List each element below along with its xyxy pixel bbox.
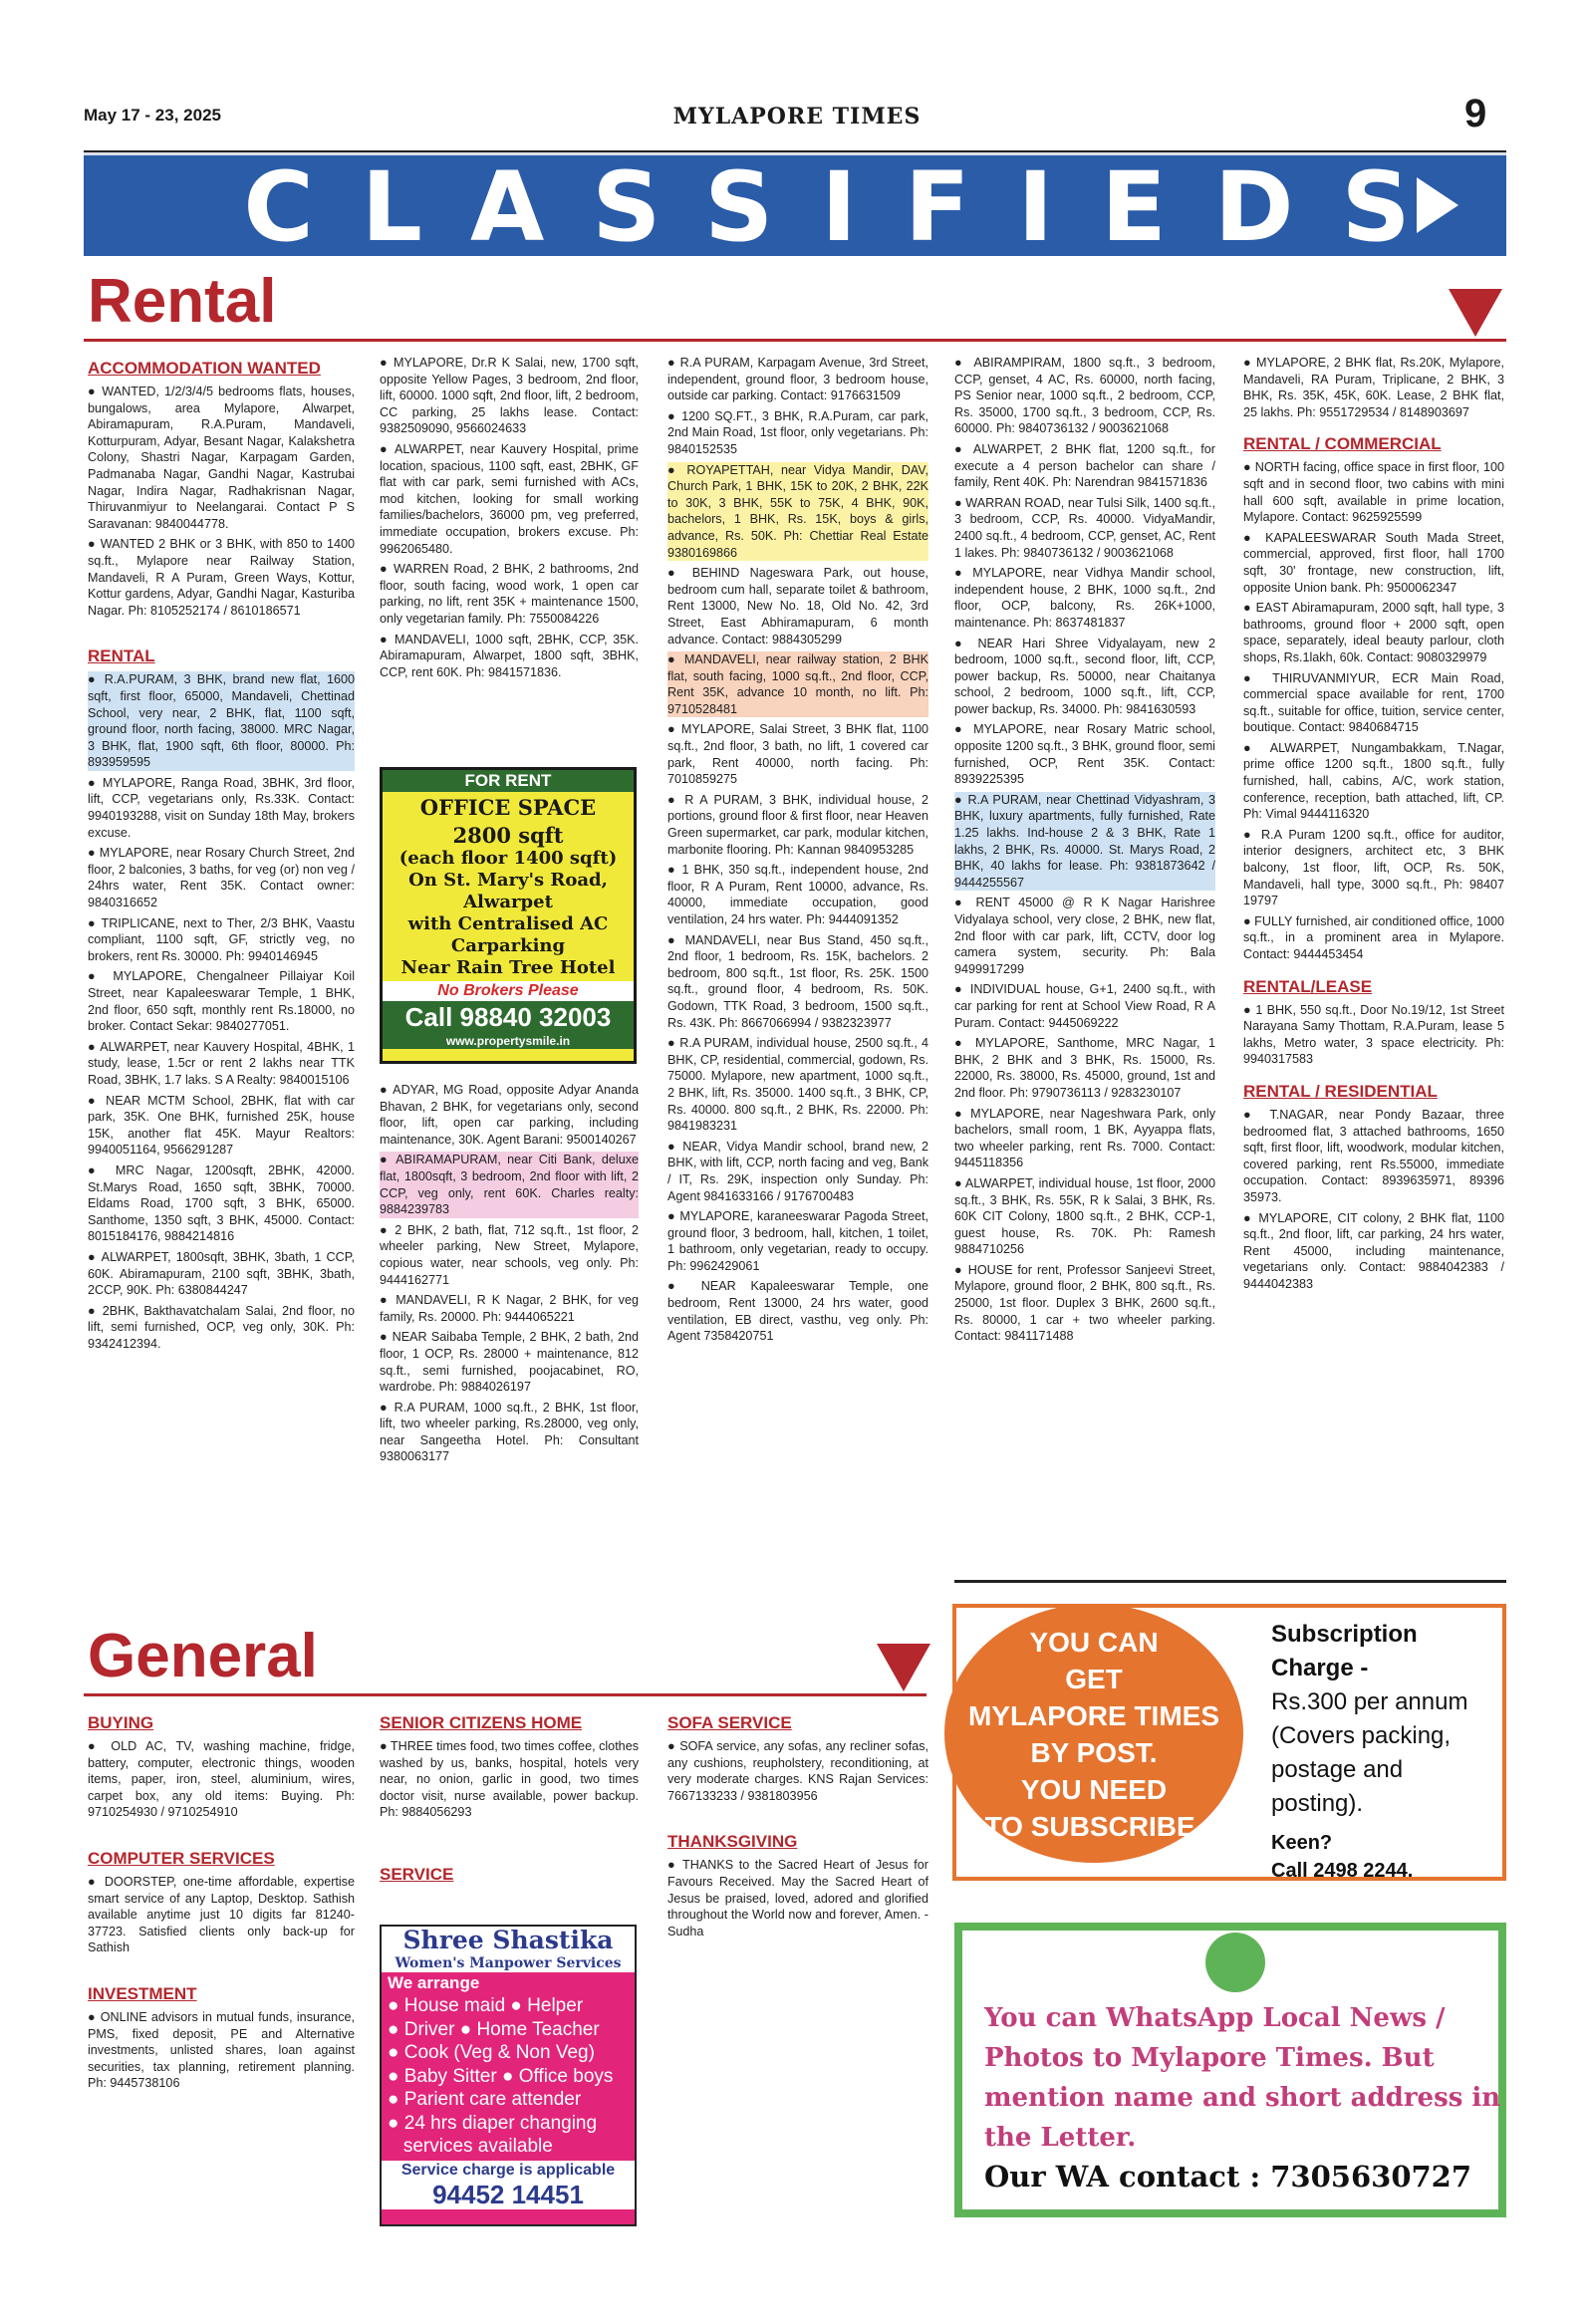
- listing: ● 2 BHK, 2 bath, flat, 712 sq.ft., 1st floor, 2 wheeler parking, New Street, Mylapore, copious water, near schools, veg only. Ph: 9444162771: [380, 1222, 639, 1287]
- ad-line: ● House maid ● Helper: [388, 1995, 584, 2016]
- office-space-ad: [380, 767, 637, 1064]
- listing: ● MANDAVELI, near railway station, 2 BHK flat, south facing, 1000 sq.ft., 2nd floor, CCP, Rent 35K, advance 10 month, no lift. Ph: 9710528481: [667, 652, 928, 716]
- rental-column-3: [667, 355, 928, 1349]
- issue-date: May 17 - 23, 2025: [84, 106, 221, 125]
- divider: [954, 1580, 1506, 1583]
- listing: ● ALWARPET, 1800sqft, 3BHK, 3bath, 1 CCP, 60K. Abiramapuram, 2100 sqft, 3BHK, 3bath, 2CCP, 90K. Ph: 6380844247: [88, 1249, 355, 1298]
- listing: ● MYLAPORE, Ranga Road, 3BHK, 3rd floor, lift, CCP, vegetarians only, Rs.33K. Contact: 9940193288, visit on Sunday 18th May, brokers excuse.: [88, 775, 355, 840]
- general-rule: [84, 1693, 927, 1696]
- subscription-price: Rs.300 per annum (Covers packing, postage and posting).: [1271, 1688, 1468, 1817]
- listing: ● ABIRAMPIRAM, 1800 sq.ft., 3 bedroom, CCP, genset, 4 AC, Rs. 60000, north facing, PS Senior near, 1000 sq.ft., 2 bedroom, CCP, Rs. 35000, 1700 sq.ft., 3 bedroom, CCP, Rs. 60000. Ph: 9840736132 / 9003621068: [954, 356, 1215, 436]
- ad-line: ● Parient care attender: [388, 2089, 582, 2110]
- ad-line: ● 24 hrs diaper changing: [388, 2112, 598, 2134]
- subscription-call: Call 2498 2244.: [1271, 1860, 1414, 1882]
- listing: ● 2BHK, Bakthavatchalam Salai, 2nd floor, no lift, semi furnished, OCP, veg only, 30K. Ph: 9342412394.: [88, 1303, 355, 1351]
- subscription-heading: Subscription Charge -: [1271, 1621, 1418, 1681]
- play-arrow-icon: [1417, 177, 1458, 233]
- subscription-box: [952, 1604, 1506, 1881]
- listing: ● WANTED, 1/2/3/4/5 bedrooms flats, houses, bungalows, area Mylapore, Alwarpet, Abiramapuram, R.A.Puram, Mandaveli, Kotturpuram, Adyar, Besant Nagar, Kalakshetra Colony, Shastri Nagar, Karpagam Garden, Padmanaba Nagar, Gandhi Nagar, Kastrubai Nagar, Indira Nagar, Radhakrisnan Nagar, Thiruvanmiyur to Neelangarai. Contact P S Saravanan: 9840044778.: [88, 385, 355, 531]
- listing: ● MRC Nagar, 1200sqft, 2BHK, 42000. St.Marys Road, 1650 sqft, 3BHK, 70000. Eldams Road, 1700 sqft, 3 BHK, 65000. Santhome, 1350 sqft, 3 BHK, 45000. Contact: 8015184176, 9884214816: [88, 1162, 355, 1244]
- ad-service-charge: Service charge is applicable: [382, 2161, 635, 2180]
- listing: ● R.A PURAM, 1000 sq.ft., 2 BHK, 1st floor, lift, two wheeler parking, Rs.28000, veg only, near Sangeetha Hotel. Ph: Consultant 9380063177: [380, 1400, 639, 1464]
- classifieds-banner: [84, 151, 1506, 263]
- listing: ● NEAR, Vidya Mandir school, brand new, 2 BHK, with lift, CCP, north facing and veg, Bank / IT, Rs. 29K, inspection only Sunday. Ph: Agent 9841633166 / 9176700483: [667, 1139, 928, 1203]
- listing: ● ALWARPET, near Kauvery Hospital, prime location, spacious, 1100 sqft, east, 2BHK, GF flat with car park, semi furnished with ACs, mod kitchen, looking for small working families/bachelors, 36000 pm, veg preferred, immediate occupation, brokers excuse. Ph: 9962065480.: [380, 441, 639, 556]
- ad-line: Near Rain Tree Hotel: [400, 957, 616, 978]
- ad-line: Alwarpet: [463, 892, 553, 912]
- listing: ● EAST Abiramapuram, 2000 sqft, hall type, 3 bathrooms, ground floor + 2000 sqft, open space, separately, ideal beauty parlour, cloth shops, Rs.1lakh, 60k. Contact: 9080329979: [1243, 601, 1504, 664]
- down-triangle-icon: [1449, 289, 1502, 337]
- listing: ● R.A.PURAM, 3 BHK, brand new flat, 1600 sqft, first floor, 65000, Mandaveli, Chettinad School, very near, 2 BHK, flat, 1100 sqft, ground floor, north facing, 38000. MRC Nagar, 3 BHK, flat, 1900 sqft, 6th floor, 80000. Ph: 893959595: [88, 672, 355, 770]
- general-column-2: [380, 1709, 639, 1890]
- listing: ● MYLAPORE, 2 BHK flat, Rs.20K, Mylapore, Mandaveli, RA Puram, Triplicane, 2 BHK, 3 BHK, Rs. 35K, 45K, 60K. Lease, 2 BHK flat, 25 lakhs. Ph: 9551729534 / 8148903697: [1243, 356, 1504, 419]
- circle-line: YOU NEED: [1020, 1774, 1168, 1805]
- general-column-3: [667, 1709, 928, 1943]
- listing: ● OLD AC, TV, washing machine, fridge, battery, computer, electronic things, wooden items, paper, iron, steel, aluminium, wires, carpet box, any old items: Buying. Ph: 9710254930 / 9710254910: [88, 1739, 355, 1820]
- masthead: MYLAPORE TIMES: [672, 104, 922, 129]
- subheading-rental-commercial: RENTAL / COMMERCIAL: [1243, 434, 1442, 454]
- down-triangle-icon: [877, 1644, 930, 1691]
- whatsapp-contact: Our WA contact : 7305630727: [984, 2160, 1472, 2194]
- ad-phone: 94452 14451: [382, 2180, 635, 2209]
- listing: ● 1200 SQ.FT., 3 BHK, R.A.Puram, car park, 2nd Main Road, 1st floor, only vegetarians. Ph: 9840152535: [667, 408, 928, 456]
- ad-line: ● Cook (Veg & Non Veg): [388, 2042, 595, 2063]
- ad-line: OFFICE SPACE: [419, 795, 597, 820]
- listing: ● 1 BHK, 350 sq.ft., independent house, 2nd floor, R A Puram, Rent 10000, advance, Rs. 40000, immediate occupation, good ventilation, 24 hrs water. Ph: 9444091352: [667, 863, 928, 926]
- listing: ● INDIVIDUAL house, G+1, 2400 sq.ft., with car parking for rent at School View Road, R A Puram. Contact: 9445069222: [954, 982, 1215, 1030]
- ad-title: Shree Shastika: [382, 1927, 635, 1954]
- listing: ● MYLAPORE, CIT colony, 2 BHK flat, 1100 sq.ft., 2nd floor, lift, car parking, 24 hrs water, Rent 45000, including maintenance, vegetarians only. Contact: 9884042383 / 9444042383: [1243, 1210, 1504, 1291]
- general-column-1: [88, 1709, 355, 2096]
- subheading-sofa-service: SOFA SERVICE: [667, 1713, 792, 1732]
- listing: ● T.NAGAR, near Pondy Bazaar, three bedroomed flat, 3 attached bathrooms, 1650 sqft, first floor, lift, woodwork, modular kitchen, covered parking, rent Rs.55000, immediate occupation. Contact: 8939635971, 89396 35973.: [1243, 1107, 1504, 1204]
- listing: ● TRIPLICANE, next to Ther, 2/3 BHK, Vaastu compliant, 1100 sqft, GF, strictly veg, no brokers, rent Rs. 30000. Ph: 9940146945: [88, 915, 355, 963]
- listing: ● BEHIND Nageswara Park, out house, bedroom cum hall, separate toilet & bathroom, Rent 13000, New No. 18, Old No. 42, 3rd Street, East Abhiramapuram, 6 month advance. Contact: 9884305299: [667, 566, 928, 646]
- listing: ● ROYAPETTAH, near Vidya Mandir, DAV, Church Park, 1 BHK, 15K to 20K, 2 BHK, 22K to 30K, 3 BHK, 55K to 75K, 4 BHK, 90K, bachelors, 1 BHK, Rs. 15K, boys & girls, advance, Rs. 50K. Ph: Chettiar Real Estate 9380169866: [667, 462, 928, 560]
- whatsapp-text: You can WhatsApp Local News / Photos to Mylapore Times. But mention name and short address in the Letter.: [984, 2003, 1501, 2153]
- ad-for-rent: FOR RENT: [383, 770, 634, 792]
- rental-heading: Rental: [88, 267, 277, 336]
- listing: ● ALWARPET, individual house, 1st floor, 2000 sq.ft., 3 BHK, Rs. 55K, R k Salai, 3 BHK, Rs. 60K CIT Colony, 1800 sq.ft., 2 BHK, CCP-1, guest house, Rs. 70K. Ph: Ramesh 9884710256: [954, 1175, 1215, 1257]
- ad-line: with Centralised AC: [407, 913, 609, 934]
- listing: ● WARRAN ROAD, near Tulsi Silk, 1400 sq.ft., 3 bedroom, CCP, Rs. 40000. VidyaMandir, 2400 sq.ft., 4 bedroom, CCP, genset, AC, Rent 1 lakes. Ph: 9840736132 / 9003621068: [954, 495, 1215, 560]
- ad-phone: Call 98840 32003: [383, 1001, 634, 1033]
- listing: ● ALWARPET, near Kauvery Hospital, 4BHK, 1 study, lease, 1.5cr or rent 2 lakhs near TTK Road, 3BHK, 1.7 laks. S A Realty: 9840015106: [88, 1039, 355, 1087]
- circle-line: TO SUBSCRIBE.: [984, 1811, 1203, 1842]
- listing: ● R.A PURAM, Karpagam Avenue, 3rd Street, independent, ground floor, 3 bedroom house, outside car parking. Contact: 9176631509: [667, 356, 928, 403]
- subheading-senior-citizens: SENIOR CITIZENS HOME: [380, 1713, 583, 1732]
- subheading-computer-services: COMPUTER SERVICES: [88, 1848, 275, 1868]
- circle-line: MYLAPORE TIMES: [967, 1700, 1219, 1731]
- listing: ● MANDAVELI, R K Nagar, 2 BHK, for veg family, Rs. 20000. Ph: 9444065221: [380, 1293, 639, 1324]
- ad-line: ● Baby Sitter ● Office boys: [388, 2065, 614, 2087]
- listing: ● SOFA service, any sofas, any recliner sofas, any cushions, reupholstery, reconditioning, at very moderate charges. KNS Rajan Services: 7667133233 / 9381803956: [667, 1739, 928, 1803]
- circle-line: BY POST.: [1030, 1737, 1158, 1768]
- subheading-investment: INVESTMENT: [88, 1983, 197, 2003]
- listing: ● MANDAVELI, 1000 sqft, 2BHK, CCP, 35K. Abiramapuram, Alwarpet, 1800 sqft, 3BHK, CCP, rent 60K. Ph: 9841571836.: [380, 632, 639, 679]
- listing: ● FULLY furnished, air conditioned office, 1000 sq.ft., in a prominent area in Mylapore. Contact: 9444453454: [1243, 913, 1504, 961]
- listing: ● WANTED 2 BHK or 3 BHK, with 850 to 1400 sq.ft., Mylapore near Railway Station, Mandaveli, R A Puram, Green Ways, Kottur, Kottur gardens, Adyar, Gandhi Nagar, Kasturiba Nagar. Ph: 8105252174 / 8610186571: [88, 537, 355, 618]
- rental-column-5: [1243, 355, 1504, 1297]
- listing: ● THIRUVANMIYUR, ECR Main Road, commercial space available for rent, 1700 sq.ft., suitable for office, tuition, service center, boutique. Contact: 9840684715: [1243, 670, 1504, 735]
- ad-no-brokers: No Brokers Please: [383, 981, 634, 1001]
- listing: ● ADYAR, MG Road, opposite Adyar Ananda Bhavan, 2 BHK, for vegetarians only, second floor, lift, open car parking, including maintenance, 30K. Agent Barani: 9500140267: [380, 1083, 639, 1147]
- rental-rule: [84, 339, 1506, 342]
- listing: ● THANKS to the Sacred Heart of Jesus for Favours Received. May the Sacred Heart of Jesus be praised, loved, adored and glorified throughout the World now and forever, Amen. - Sudha: [667, 1858, 928, 1938]
- listing: ● R.A Puram 1200 sq.ft., office for auditor, interior designers, architect etc, 3 BHK balcony, 1st floor, lift, OCP, Rs. 50K, Mandaveli, hall type, 3000 sq.ft., Ph: 98407 19797: [1243, 827, 1504, 908]
- listing: ● ABIRAMAPURAM, near Citi Bank, deluxe flat, 1800sqft, 3 bedroom, 2nd floor with lift, 2 CCP, veg only, rent 60K. Charles realty: 9884239783: [380, 1153, 639, 1217]
- listing: ● MYLAPORE, near Rosary Church Street, 2nd floor, 2 balconies, 3 baths, for veg (or) non veg / 24hrs water, Rent 35K. Contact owner: 9840316652: [88, 846, 355, 910]
- subheading-buying: BUYING: [88, 1713, 154, 1732]
- circle-line: GET: [1065, 1664, 1123, 1694]
- listing: ● NEAR MCTM School, 2BHK, flat with car park, 35K. One BHK, furnished 25K, house 15K, another flat 45K. Mayur Realtors: 9940051164, 9566291287: [88, 1093, 355, 1158]
- listing: ● RENT 45000 @ R K Nagar Harishree Vidyalaya school, very close, 2 BHK, new flat, 2nd floor with car park, lift, CCTV, door log camera system, security. Ph: Bala 9499917299: [954, 896, 1215, 976]
- listing: ● MYLAPORE, Santhome, MRC Nagar, 1 BHK, 2 BHK and 3 BHK, Rs. 15000, Rs. 22000, Rs. 38000, Rs. 45000, ground, 1st and 2nd floor. Ph: 9790736113 / 9283230107: [954, 1036, 1215, 1100]
- listing: ● MYLAPORE, Chengalneer Pillaiyar Koil Street, near Kapaleeswarar Temple, 1 BHK, 2nd floor, 650 sqft, monthly rent Rs.18000, no broker. Contact Sekar: 9840277051.: [88, 969, 355, 1034]
- general-heading: General: [88, 1622, 318, 1690]
- shree-shastika-ad: [380, 1925, 637, 2226]
- listing: ● MYLAPORE, Dr.R K Salai, new, 1700 sqft, opposite Yellow Pages, 3 bedroom, 2nd floor, lift, 60000. 1000 sqft, 2nd floor, lift, 2 bedroom, CC parking, 25 lakhs lease. Contact: 9382509090, 9566024633: [380, 356, 639, 436]
- rental-column-2: [380, 355, 639, 684]
- listing: ● NEAR Kapaleeswarar Temple, one bedroom, Rent 13000, 24 hrs water, good ventilation, EB direct, vasthu, veg only. Ph: Agent 7358420751: [667, 1279, 928, 1344]
- listing: ● 1 BHK, 550 sq.ft., Door No.19/12, 1st Street Narayana Samy Thottam, R.A.Puram, lease 5 lakhs, Metro water, 3 space electricity. Ph: 9940317583: [1243, 1002, 1504, 1067]
- ad-subtitle: Women's Manpower Services: [382, 1954, 635, 1972]
- banner-title: CLASSIFIEDS: [243, 151, 1458, 263]
- listing: ● R A PURAM, 3 BHK, individual house, 2 portions, ground floor & first floor, near Heaven Green supermarket, car park, modular kitchen, marbonite flooring. Ph: Kannan 9840953285: [667, 792, 928, 857]
- ad-line: Carparking: [450, 935, 566, 956]
- listing: ● KAPALEESWARAR South Mada Street, commercial, approved, first floor, hall 1700 sqft, 30' frontage, new construction, lift, opposite Union bank. Ph: 9500062347: [1243, 530, 1504, 595]
- listing: ● WARREN Road, 2 BHK, 2 bathrooms, 2nd floor, south facing, wood work, 1 open car parking, no lift, rent 35K + maintenance 1500, only vegetarian family. Ph: 7550084226: [380, 562, 639, 626]
- subheading-rental-lease: RENTAL/LEASE: [1243, 976, 1373, 996]
- listing: ● ALWARPET, 2 BHK flat, 1200 sq.ft., for execute a 4 person bachelor can share / family, Rent 40K. Ph: Narendran 9841571836: [954, 441, 1215, 490]
- rental-column-1: [88, 355, 355, 1356]
- listing: ● MANDAVELI, near Bus Stand, 450 sq.ft., 2nd floor, 1 bedroom, Rs. 15K, bachelors. 2 bedroom, 800 sq.ft., 1st floor, Rs. 25K. 1500 sq.ft., ground floor, 4 bedroom, Rs. 50K. Godown, TTK Road, 3 bedroom, 1500 sq.ft., Rs. 43K. Ph: 8667066994 / 9382323977: [667, 932, 928, 1030]
- listing: ● ONLINE advisors in mutual funds, insurance, PMS, fixed deposit, PE and Alternative investments, unlisted shares, loan against securities, tax planning, retirement planning. Ph: 9445738106: [88, 2009, 355, 2091]
- ad-line: 2800 sqft: [452, 823, 564, 848]
- rental-column-4: [954, 355, 1215, 1349]
- ad-line: ● Driver ● Home Teacher: [388, 2018, 600, 2040]
- ad-line: services available: [388, 2136, 553, 2157]
- listing: ● DOORSTEP, one-time affordable, expertise smart service of any Laptop, Desktop. Sathish available anytime just 10 digits far 81240-37723. Satisfied clients only back-up for Sathish: [88, 1874, 355, 1955]
- subheading-rental: RENTAL: [88, 646, 155, 666]
- ad-line: On St. Mary's Road,: [408, 870, 608, 891]
- rental-column-2-lower: [380, 1082, 639, 1469]
- subscription-circle: [944, 1604, 1243, 1863]
- subheading-service: SERVICE: [380, 1864, 454, 1884]
- subheading-accommodation-wanted: ACCOMMODATION WANTED: [88, 359, 321, 378]
- ad-website: www.propertysmile.in: [383, 1033, 634, 1049]
- listing: ● R.A PURAM, near Chettinad Vidyashram, 3 BHK, luxury apartments, fully furnished, Rate 1.25 lakhs. Ind-house 2 & 3 BHK, Rate 1 lakhs, 2 BHK, Rs. 40000. St. Marys Road, 2 BHK, 40 lakhs for lease. Ph: 9381873642 / 9444255567: [954, 792, 1215, 890]
- listing: ● NORTH facing, office space in first floor, 100 sqft and in second floor, two cabins with mini hall 600 sqft, available in prime location, Mylapore. Contact: 9625925599: [1243, 460, 1504, 525]
- ad-line: (each floor 1400 sqft): [398, 848, 618, 869]
- circle-line: YOU CAN: [1029, 1627, 1159, 1658]
- listing: ● MYLAPORE, Salai Street, 3 BHK flat, 1100 sq.ft., 2nd floor, 3 bath, no lift, 1 covered car park, Rent 40000, north facing. Ph: 7010859275: [667, 722, 928, 787]
- listing: ● MYLAPORE, near Nageshwara Park, only bachelors, small room, 1 BK, Ayyappa flats, two wheeler parking, rent Rs. 7000. Contact: 9445118356: [954, 1106, 1215, 1170]
- whatsapp-box: [954, 1923, 1506, 2217]
- subheading-rental-residential: RENTAL / RESIDENTIAL: [1243, 1081, 1438, 1101]
- whatsapp-icon: [1205, 1933, 1265, 1992]
- listing: ● NEAR Hari Shree Vidyalayam, new 2 bedroom, 1000 sq.ft., second floor, lift, CCP, power backup, Rs. 50000, near Chaitanya school, 2 bedroom, 1000 sq.ft., lift, CCP, power backup, Rs. 34000. Ph: 9841630593: [954, 636, 1215, 716]
- subscription-text: [1271, 1618, 1500, 1885]
- listing: ● MYLAPORE, near Vidhya Mandir school, independent house, 2 BHK, 1000 sq.ft., 2nd floor, OCP, balcony, Rs. 26K+1000, maintenance. Ph: 8637481837: [954, 566, 1215, 630]
- listing: ● MYLAPORE, near Rosary Matric school, opposite 1200 sq.ft., 3 BHK, ground floor, semi furnished, OCP, Rent 35K. Contact: 8939225395: [954, 722, 1215, 787]
- listing: ● ALWARPET, Nungambakkam, T.Nagar, prime office 1200 sq.ft., 1800 sq.ft., fully furnished, hall, cabins, A/C, work station, conference, reception, bath attached, lift, CP. Ph: Vimal 9444116320: [1243, 740, 1504, 822]
- page-number: 9: [1464, 92, 1487, 135]
- listing: ● NEAR Saibaba Temple, 2 BHK, 2 bath, 2nd floor, 1 OCP, Rs. 28000 + maintenance, 812 sq.ft., semi furnished, poojacabinet, RO, wardrobe. Ph: 9884026197: [380, 1330, 639, 1395]
- listing: ● HOUSE for rent, Professor Sanjeevi Street, Mylapore, ground floor, 2 BHK, 800 sq.ft., Rs. 25000, 1st floor. Duplex 3 BHK, 2600 sq.ft., Rs. 80000, 1 car + two wheeler parking. Contact: 9841171488: [954, 1262, 1215, 1344]
- subheading-thanksgiving: THANKSGIVING: [667, 1832, 798, 1852]
- listing: ● THREE times food, two times coffee, clothes washed by us, banks, hospital, hotels very near, no onion, garlic in good, two times doctor visit, nurse available, power backup. Ph: 9884056293: [380, 1739, 639, 1820]
- listing: ● MYLAPORE, karaneeswarar Pagoda Street, ground floor, 3 bedroom, hall, kitchen, 1 toilet, 1 bathroom, only vegetarian, ready to occupy. Ph: 9962429061: [667, 1209, 928, 1273]
- listing: ● R.A PURAM, individual house, 2500 sq.ft., 4 BHK, CP, residential, commercial, godown, Rs. 75000. Mylapore, new apartment, 1000 sq.ft., 2 BHK, lift, Rs. 35000. 1400 sq.ft., 3 BHK, CP, Rs. 40000. 800 sq.ft., 2 BHK, Rs. 22000. Ph: 9841983231: [667, 1036, 928, 1134]
- ad-line: We arrange: [388, 1973, 480, 1992]
- subscription-keen: Keen?: [1271, 1832, 1333, 1854]
